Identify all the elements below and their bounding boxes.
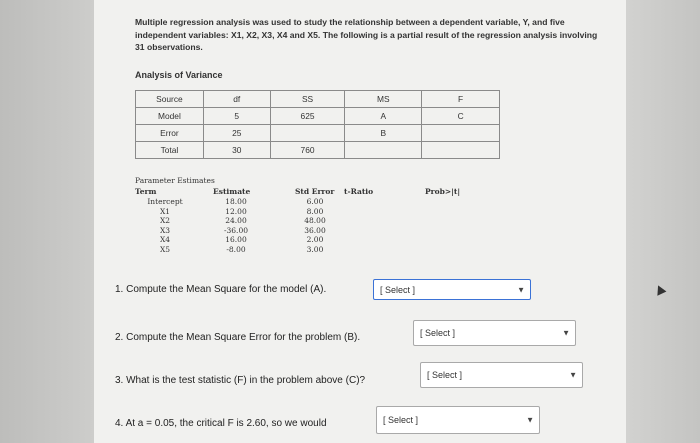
anova-row: [136, 142, 500, 159]
anova-header: F: [422, 91, 500, 108]
anova-cell: [345, 142, 422, 159]
chevron-down-icon: ▼: [562, 328, 570, 338]
anova-header: SS: [270, 91, 345, 108]
anova-cell: Total: [136, 142, 204, 159]
question-1: 1. Compute the Mean Square for the model (A).: [115, 284, 327, 295]
background-left: [0, 0, 94, 443]
anova-header: Source: [136, 91, 204, 108]
param-estimates: [216, 197, 256, 254]
param-estimate: -36.00: [223, 225, 248, 235]
anova-header-row: [136, 91, 500, 108]
param-header: Std Error: [295, 187, 335, 196]
anova-cell: [270, 125, 345, 142]
param-estimate: 24.00: [225, 216, 247, 225]
param-std-errors: [297, 197, 333, 254]
question-4: 4. At a = 0.05, the critical F is 2.60, so we would: [115, 418, 327, 429]
anova-cell: C: [422, 108, 500, 125]
select-value: [ Select ]: [420, 328, 456, 338]
select-value: [ Select ]: [380, 284, 416, 295]
param-std-error: 36.00: [304, 225, 326, 235]
anova-header: MS: [345, 91, 422, 108]
anova-title: Analysis of Variance: [135, 70, 223, 80]
param-term: X2: [159, 216, 171, 225]
anova-cell: [422, 125, 500, 142]
background-right: [626, 0, 700, 443]
anova-cell: 760: [270, 142, 345, 159]
anova-row: [136, 125, 500, 142]
anova-cell: A: [345, 108, 422, 125]
anova-cell: 30: [203, 142, 270, 159]
param-header: Prob>|t|: [425, 187, 461, 196]
question-3: 3. What is the test statistic (F) in the problem above (C)?: [115, 375, 366, 386]
parameter-estimates-title: Parameter Estimates: [135, 176, 215, 185]
param-term: X4: [159, 235, 171, 244]
question-2: 2. Compute the Mean Square Error for the problem (B).: [115, 332, 361, 343]
param-std-error: 3.00: [306, 244, 324, 254]
param-header: t-Ratio: [344, 187, 374, 196]
param-term: Intercept: [147, 197, 183, 206]
param-std-error: 8.00: [306, 206, 324, 216]
anova-cell: B: [345, 125, 422, 142]
param-estimate: -8.00: [226, 244, 246, 254]
param-estimate: 12.00: [225, 206, 247, 216]
select-value: [ Select ]: [427, 370, 463, 380]
param-header: Term: [135, 187, 157, 196]
answer-select-4[interactable]: [376, 406, 540, 434]
anova-row: [136, 108, 500, 125]
chevron-down-icon: ▼: [569, 370, 577, 380]
answer-select-3[interactable]: [420, 362, 583, 388]
param-term: X1: [159, 206, 171, 216]
param-estimate: 16.00: [225, 235, 247, 244]
param-std-error: 48.00: [304, 216, 326, 225]
param-terms: [140, 197, 190, 254]
param-header: Estimate: [213, 187, 251, 196]
anova-table: [135, 90, 500, 159]
problem-intro: Multiple regression analysis was used to study the relationship between a dependent variable, Y, and five independent variables: X1, X2, X3, X4 and X5. The following is a partial result of the regression analysis involving 31 observations.: [135, 17, 598, 52]
answer-select-1[interactable]: [373, 279, 531, 300]
select-value: [ Select ]: [383, 415, 419, 425]
anova-cell: Error: [136, 125, 204, 142]
anova-cell: 625: [270, 108, 345, 125]
param-std-error: 6.00: [306, 197, 324, 206]
param-estimate: 18.00: [225, 197, 247, 206]
param-term: X3: [159, 225, 171, 235]
anova-cell: 25: [203, 125, 270, 142]
anova-cell: [422, 142, 500, 159]
anova-cell: 5: [203, 108, 270, 125]
answer-select-2[interactable]: [413, 320, 576, 346]
param-std-error: 2.00: [306, 235, 324, 244]
anova-cell: Model: [136, 108, 204, 125]
chevron-down-icon: ▼: [526, 415, 534, 425]
anova-header: df: [203, 91, 270, 108]
param-term: X5: [159, 244, 171, 254]
chevron-down-icon: ▼: [517, 285, 525, 294]
